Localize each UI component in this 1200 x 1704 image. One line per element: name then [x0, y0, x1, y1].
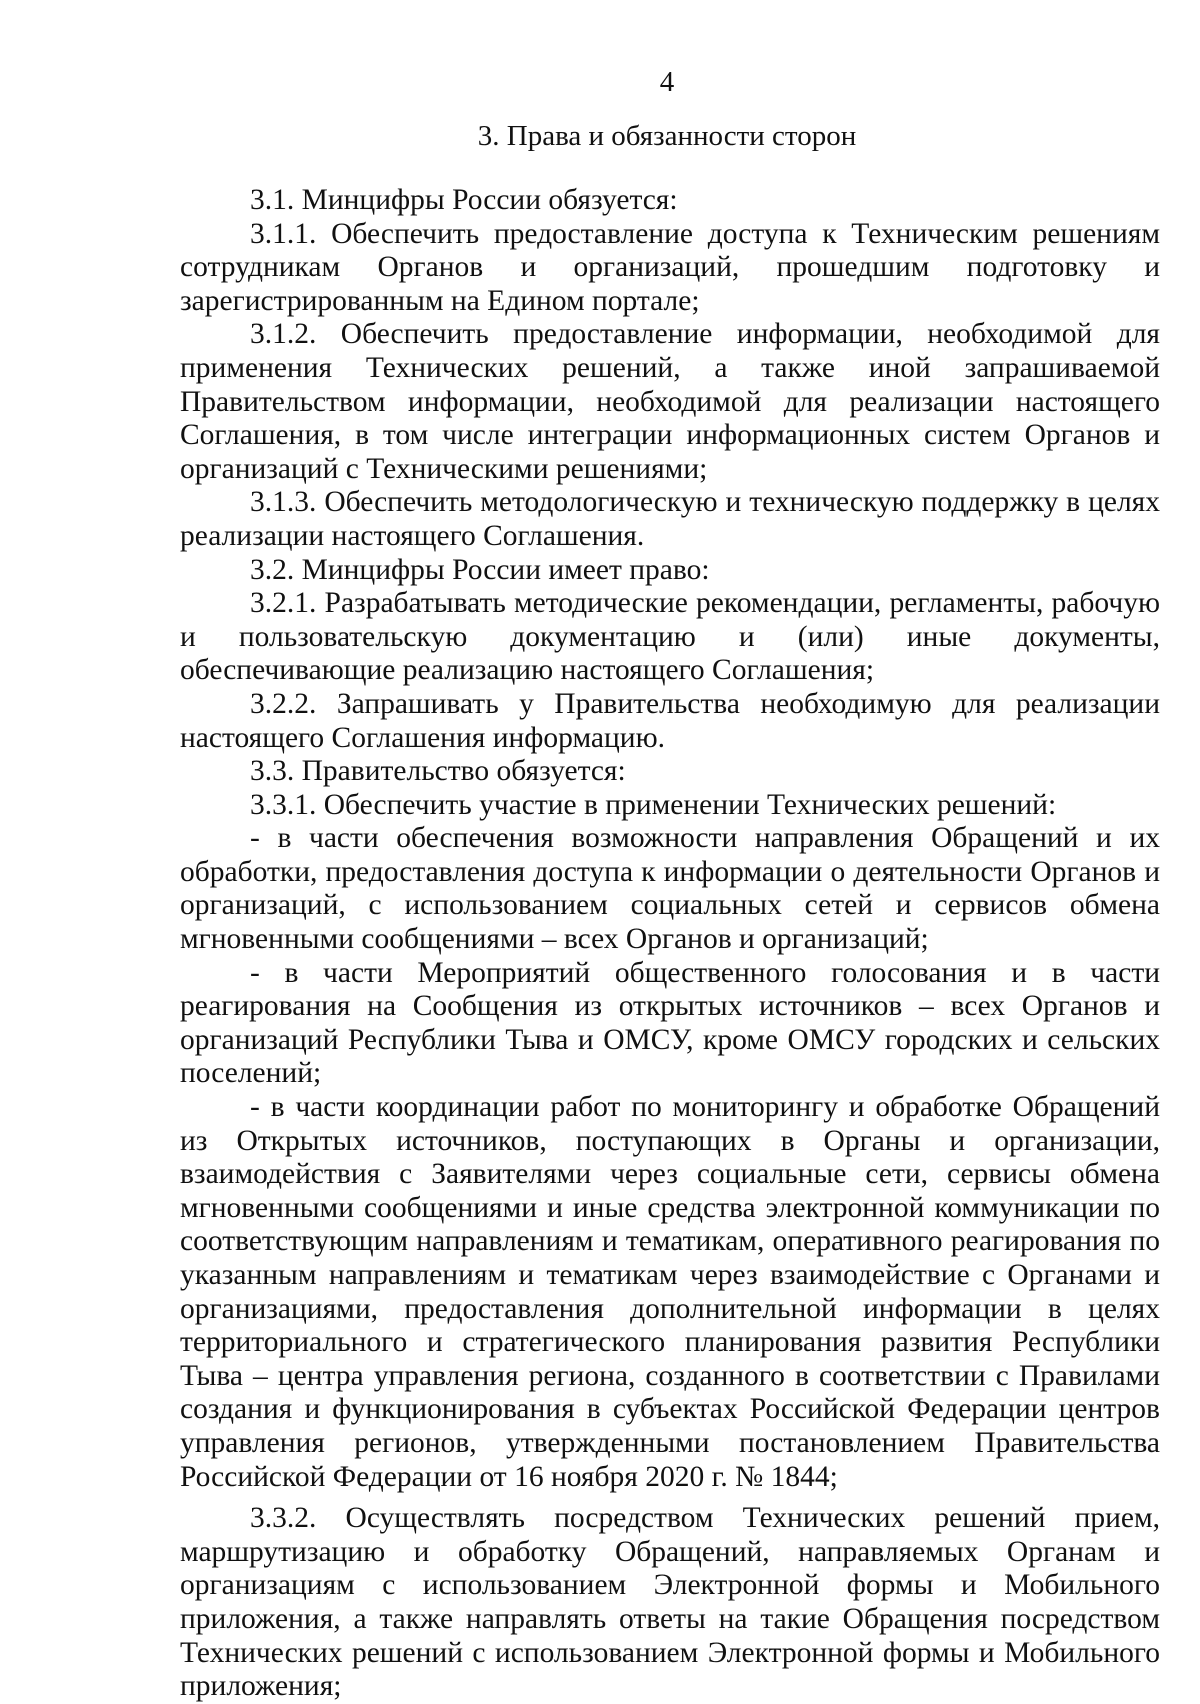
paragraph-3-3: 3.3. Правительство обязуется:	[250, 755, 626, 788]
paragraph-3-2-2: 3.2.2. Запрашивать у Правительства необходимую для реализации настоящего Соглашения информацию.	[180, 687, 1160, 754]
paragraph-3-3-1: 3.3.1. Обеспечить участие в применении Технических решений:	[250, 788, 1057, 821]
section-title: 3. Права и обязанности сторон	[477, 120, 857, 152]
paragraph-3-2: 3.2. Минцифры России имеет право:	[250, 553, 710, 586]
paragraph-3-1-2: 3.1.2. Обеспечить предоставление информации, необходимой для применения Технических решений, а также иной запрашиваемой Правительством информации, необходимой для реализации настоящего Соглашения, в том числе интеграции информационных систем Органов и организаций с Техническими решениями;	[180, 318, 1160, 485]
list-item-appeals: - в части обеспечения возможности направления Обращений и их обработки, предоставления доступа к информации о деятельности Органов и организаций, с использованием социальных сетей и сервисов обмена мгновенными сообщениями – всех Органов и организаций;	[180, 822, 1160, 956]
paragraph-3-1: 3.1. Минцифры России обязуется:	[250, 184, 678, 216]
paragraph-3-1-1: 3.1.1. Обеспечить предоставление доступа к Техническим решениям сотрудникам Органов и организаций, прошедшим подготовку и зарегистрированным на Едином портале;	[180, 217, 1160, 317]
document-body	[180, 184, 1160, 1704]
page-number: 4	[659, 66, 675, 98]
list-item-voting: - в части Мероприятий общественного голосования и в части реагирования на Сообщения из открытых источников – всех Органов и организаций Республики Тыва и ОМСУ, кроме ОМСУ городских и сельских поселений;	[180, 956, 1160, 1090]
paragraph-3-2-1: 3.2.1. Разрабатывать методические рекомендации, регламенты, рабочую и пользовательскую документацию и (или) иные документы, обеспечивающие реализацию настоящего Соглашения;	[180, 587, 1160, 687]
list-item-coordination: - в части координации работ по мониторингу и обработке Обращений из Открытых источников, поступающих в Органы и организации, взаимодействия с Заявителями через социальные сети, сервисы обмена мгновенными сообщениями и иные средства электронной коммуникации по соответствующим направлениям и тематикам, оперативного реагирования по указанным направлениям и тематикам через взаимодействие с Органами и организациями, предоставления дополнительной информации в целях территориального и стратегического планирования развития Республики Тыва – центра управления региона, созданного в соответствии с Правилами создания и функционирования в субъектах Российской Федерации центров управления регионов, утвержденными постановлением Правительства Российской Федерации от 16 ноября 2020 г. № 1844;	[180, 1091, 1160, 1493]
paragraph-3-3-2: 3.3.2. Осуществлять посредством Технических решений прием, маршрутизацию и обработку Обращений, направляемых Органам и организациям с использованием Электронной формы и Мобильного приложения, а также направлять ответы на такие Обращения посредством Технических решений с использованием Электронной формы и Мобильного приложения;	[180, 1502, 1160, 1703]
paragraph-3-1-3: 3.1.3. Обеспечить методологическую и техническую поддержку в целях реализации настоящего Соглашения.	[180, 486, 1160, 552]
